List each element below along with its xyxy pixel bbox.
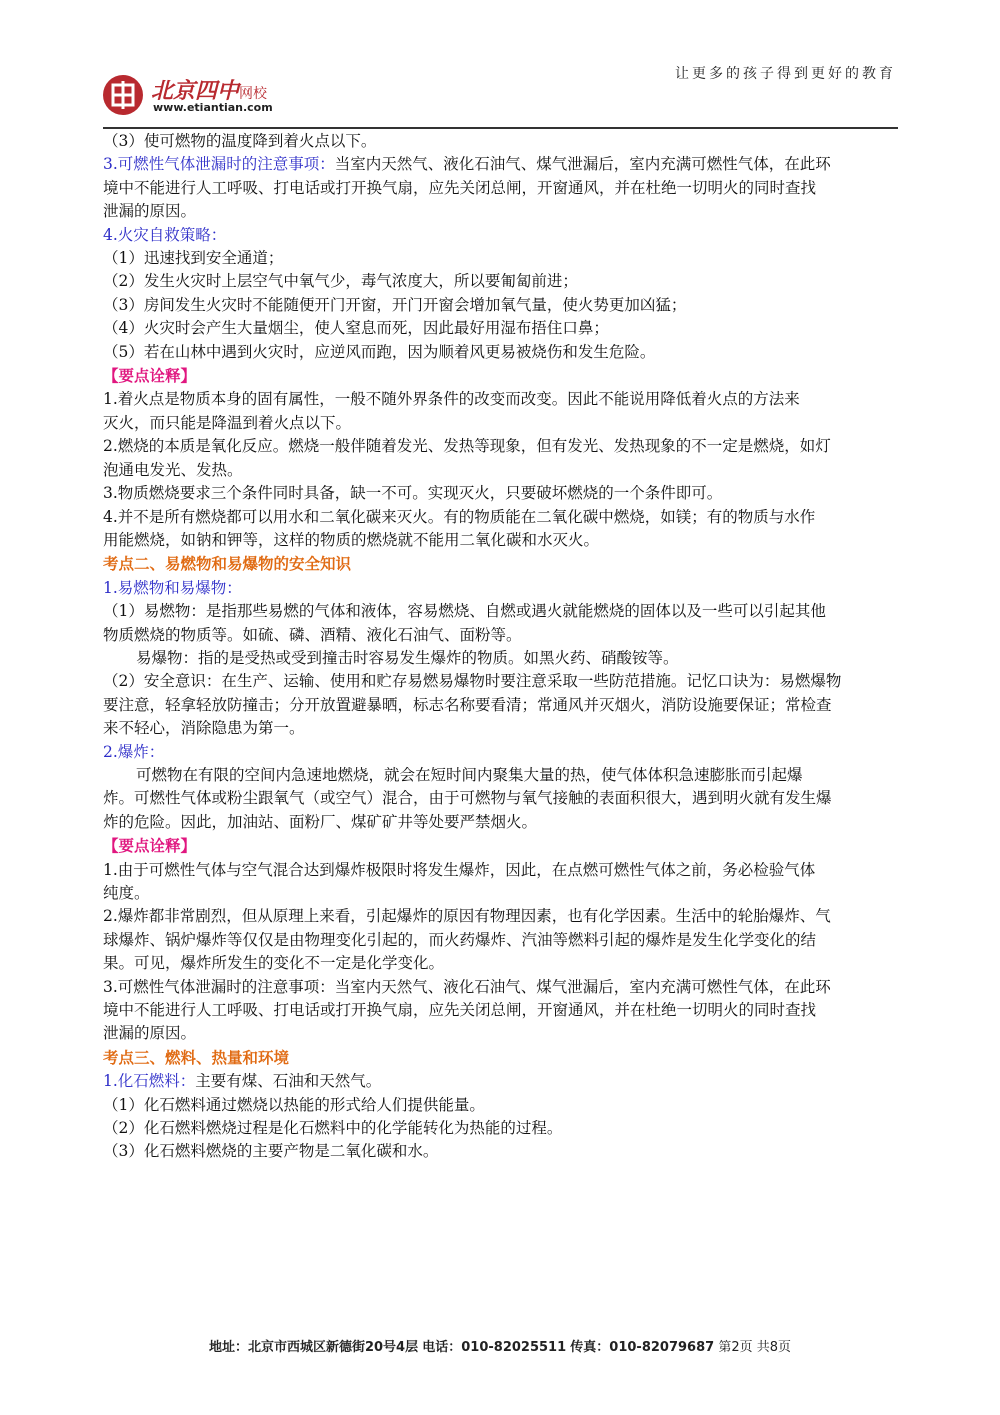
text-segment: （2）安全意识：在生产、运输、使用和贮存易燃易爆物时要注意采取一些防范措施。记忆口诀为：易燃爆物: [103, 672, 842, 691]
text-line: [103, 670, 898, 693]
text-segment: 境中不能进行人工呼吸、打电话或打开换气扇，应先关闭总闸，开窗通风，并在杜绝一切明火的同时查找: [103, 178, 817, 197]
note-heading: 【要点诠释】: [103, 366, 197, 386]
text-line: [103, 1046, 898, 1070]
topic-heading: 1.化石燃料：: [103, 1072, 196, 1091]
topic-heading: 4.火灾自救策略：: [103, 225, 227, 244]
text-line: [103, 1070, 898, 1093]
logo-url: www.etiantian.com: [153, 101, 273, 114]
text-line: [103, 270, 898, 293]
footer-fax: 传真：010-82079687: [570, 1340, 715, 1355]
text-line: [103, 153, 898, 176]
text-line: [103, 694, 898, 717]
text-segment: 当室内天然气、液化石油气、煤气泄漏后，室内充满可燃性气体，在此环: [334, 155, 831, 174]
document-body: [103, 130, 898, 1164]
text-line: [103, 177, 898, 200]
text-line: [103, 859, 898, 882]
footer-page-number: 第2页 共8页: [718, 1340, 792, 1355]
header-slogan: 让更多的孩子得到更好的教育: [675, 66, 896, 82]
text-segment: 3.可燃性气体泄漏时的注意事项：当室内天然气、液化石油气、煤气泄漏后，室内充满可燃性气体，在此环: [103, 977, 831, 996]
text-line: [103, 1140, 898, 1163]
text-line: [103, 1022, 898, 1045]
text-line: [103, 624, 898, 647]
text-segment: 境中不能进行人工呼吸、打电话或打开换气扇，应先关闭总闸，开窗通风，并在杜绝一切明火的同时查找: [103, 1001, 817, 1020]
text-segment: 灭火，而只能是降温到着火点以下。: [103, 413, 352, 432]
text-line: [103, 247, 898, 270]
text-line: [103, 435, 898, 458]
text-segment: 来不轻心，消除隐患为第一。: [103, 719, 305, 738]
text-segment: （4）火灾时会产生大量烟尘，使人窒息而死，因此最好用湿布捂住口鼻；: [103, 319, 609, 338]
text-segment: （2）化石燃料燃烧过程是化石燃料中的化学能转化为热能的过程。: [103, 1119, 563, 1138]
page-footer: [0, 1336, 1000, 1355]
text-line: [103, 834, 898, 858]
text-line: [103, 952, 898, 975]
text-segment: （3）化石燃料燃烧的主要产物是二氧化碳和水。: [103, 1142, 439, 1161]
text-line: [103, 224, 898, 247]
text-segment: 2.燃烧的本质是氧化反应。燃烧一般伴随着发光、发热等现象，但有发光、发热现象的不一定是燃烧，如灯: [103, 437, 831, 456]
note-heading: 【要点诠释】: [103, 836, 197, 856]
text-segment: （5）若在山林中遇到火灾时，应逆风而跑，因为顺着风更易被烧伤和发生危险。: [103, 342, 656, 361]
school-logo: [103, 75, 363, 119]
text-line: [103, 364, 898, 388]
text-segment: 1.着火点是物质本身的固有属性，一般不随外界条件的改变而改变。因此不能说用降低着火点的方法来: [103, 390, 800, 409]
text-segment: 物质燃烧的物质等。如硫、磷、酒精、液化石油气、面粉等。: [103, 625, 522, 644]
text-segment: 炸。可燃性气体或粉尘跟氧气（或空气）混合，由于可燃物与氧气接触的表面积很大，遇到明火就有发生爆: [103, 789, 832, 808]
text-segment: 主要有煤、石油和天然气。: [195, 1072, 382, 1091]
text-line: [103, 459, 898, 482]
text-segment: 果。可见，爆炸所发生的变化不一定是化学变化。: [103, 954, 445, 973]
text-line: [103, 294, 898, 317]
text-segment: （3）房间发生火灾时不能随便开门开窗，开门开窗会增加氧气量，使火势更加凶猛；: [103, 295, 687, 314]
text-line: [103, 976, 898, 999]
text-segment: 泄漏的原因。: [103, 202, 197, 221]
text-segment: （2）发生火灾时上层空气中氧气少，毒气浓度大，所以要匍匐前进；: [103, 272, 578, 291]
text-line: [103, 388, 898, 411]
text-segment: 要注意，轻拿轻放防撞击；分开放置避暴晒，标志名称要看清；常通风并灭烟火，消防设施要保证；常检查: [103, 695, 832, 714]
text-line: [103, 882, 898, 905]
text-segment: 泄漏的原因。: [103, 1024, 197, 1043]
topic-heading: 1.易燃物和易爆物：: [103, 578, 242, 597]
text-line: [103, 130, 898, 153]
text-segment: 2.爆炸都非常剧烈，但从原理上来看，引起爆炸的原因有物理因素，也有化学因素。生活中的轮胎爆炸、气: [103, 907, 831, 926]
topic-heading: 3.可燃性气体泄漏时的注意事项：: [103, 155, 335, 174]
text-line: [103, 741, 898, 764]
page-header: [103, 55, 898, 129]
footer-address: 地址：北京市西城区新德街20号4层: [208, 1340, 419, 1355]
text-segment: （1）迅速找到安全通道；: [103, 249, 284, 268]
text-line: [103, 600, 898, 623]
header-divider: [103, 127, 898, 129]
text-line: [103, 717, 898, 740]
text-line: [103, 506, 898, 529]
text-line: [103, 929, 898, 952]
text-line: [103, 577, 898, 600]
text-segment: 4.并不是所有燃烧都可以用水和二氧化碳来灭火。有的物质能在二氧化碳中燃烧，如镁；有的物质与水作: [103, 507, 816, 526]
text-segment: 易爆物：指的是受热或受到撞击时容易发生爆炸的物质。如黑火药、硝酸铵等。: [136, 648, 679, 667]
text-segment: 炸的危险。因此，加油站、面粉厂、煤矿矿井等处要严禁烟火。: [103, 812, 538, 831]
text-segment: （1）易燃物：是指那些易燃的气体和液体，容易燃烧、自燃或遇火就能燃烧的固体以及一些可以引起其他: [103, 602, 826, 621]
text-segment: 泡通电发光、发热。: [103, 460, 243, 479]
text-line: [103, 787, 898, 810]
text-segment: 3.物质燃烧要求三个条件同时具备，缺一不可。实现灭火，只要破坏燃烧的一个条件即可。: [103, 484, 723, 503]
text-line: [103, 341, 898, 364]
text-segment: （3）使可燃物的温度降到着火点以下。: [103, 132, 377, 150]
text-line: [103, 1094, 898, 1117]
text-segment: 可燃物在有限的空间内急速地燃烧，就会在短时间内聚集大量的热，使气体体积急速膨胀而引起爆: [136, 765, 803, 784]
text-line: [103, 905, 898, 928]
text-line: [103, 647, 898, 670]
text-line: [103, 482, 898, 505]
text-line: [103, 552, 898, 576]
text-line: [103, 999, 898, 1022]
text-line: [103, 1117, 898, 1140]
text-segment: （1）化石燃料通过燃烧以热能的形式给人们提供能量。: [103, 1095, 485, 1114]
text-segment: 用能燃烧，如钠和钾等，这样的物质的燃烧就不能用二氧化碳和水灭火。: [103, 530, 600, 549]
footer-phone: 电话：010-82025511: [422, 1340, 567, 1355]
text-segment: 纯度。: [103, 884, 150, 902]
logo-emblem-icon: [103, 75, 143, 115]
text-line: [103, 200, 898, 223]
text-segment: 球爆炸、锅炉爆炸等仅仅是由物理变化引起的，而火药爆炸、汽油等燃料引起的爆炸是发生化学变化的结: [103, 930, 817, 949]
text-line: [103, 764, 898, 787]
text-line: [103, 529, 898, 552]
text-line: [103, 412, 898, 435]
text-line: [103, 317, 898, 340]
logo-name: 北京四中网校: [151, 78, 268, 104]
text-line: [103, 811, 898, 834]
topic-heading: 2.爆炸：: [103, 742, 165, 761]
section-heading: 考点三、燃料、热量和环境: [103, 1047, 290, 1067]
section-heading: 考点二、易燃物和易爆物的安全知识: [103, 554, 352, 574]
text-segment: 1.由于可燃性气体与空气混合达到爆炸极限时将发生爆炸，因此，在点燃可燃性气体之前，务必检验气体: [103, 860, 816, 879]
